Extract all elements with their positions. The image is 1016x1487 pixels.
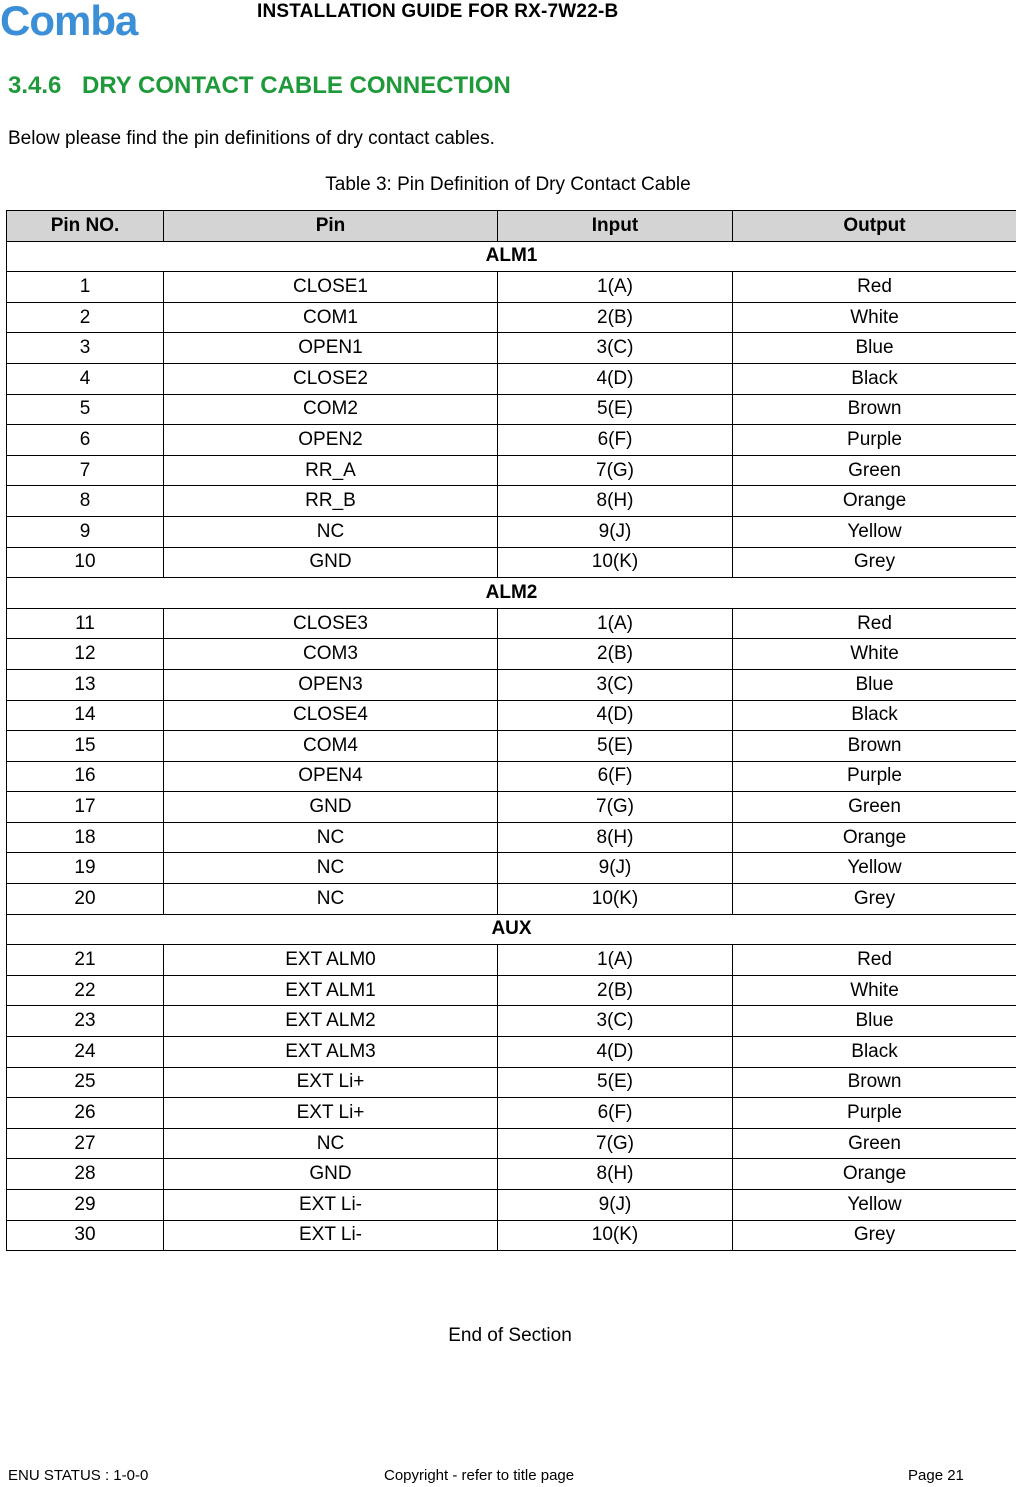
pin-definition-table [6,210,1016,1251]
table-row [7,1037,1016,1068]
column-header-output: Output [733,211,1016,242]
table-row [7,853,1016,884]
input-cell: 7(G) [498,792,733,823]
pin-no-cell: 16 [7,761,164,792]
input-cell: 3(C) [498,1006,733,1037]
input-cell: 10(K) [498,884,733,915]
column-header-pin-no: Pin NO. [7,211,164,242]
pin-no-cell: 17 [7,792,164,823]
input-cell: 1(A) [498,945,733,976]
input-cell: 2(B) [498,975,733,1006]
pin-no-cell: 13 [7,669,164,700]
table-row [7,945,1016,976]
output-cell: Yellow [733,853,1016,884]
pin-cell: COM1 [164,302,498,333]
table-row [7,272,1016,303]
pin-cell: CLOSE3 [164,608,498,639]
input-cell: 8(H) [498,486,733,517]
output-cell: Orange [733,486,1016,517]
pin-cell: NC [164,1128,498,1159]
pin-cell: CLOSE2 [164,363,498,394]
pin-no-cell: 14 [7,700,164,731]
input-cell: 8(H) [498,822,733,853]
pin-cell: CLOSE1 [164,272,498,303]
column-header-pin: Pin [164,211,498,242]
input-cell: 5(E) [498,731,733,762]
group-row [7,914,1016,945]
output-cell: Green [733,1128,1016,1159]
output-cell: Brown [733,731,1016,762]
section-heading [8,72,511,100]
table-row [7,516,1016,547]
pin-no-cell: 28 [7,1159,164,1190]
pin-cell: OPEN3 [164,669,498,700]
output-cell: Purple [733,1098,1016,1129]
pin-no-cell: 10 [7,547,164,578]
input-cell: 10(K) [498,547,733,578]
pin-cell: EXT Li+ [164,1098,498,1129]
table-row [7,363,1016,394]
pin-no-cell: 15 [7,731,164,762]
table-caption: Table 3: Pin Definition of Dry Contact Cable [325,174,691,195]
table-row [7,302,1016,333]
table-row [7,455,1016,486]
group-label: AUX [7,914,1016,945]
pin-no-cell: 27 [7,1128,164,1159]
pin-cell: GND [164,792,498,823]
input-cell: 4(D) [498,1037,733,1068]
input-cell: 9(J) [498,516,733,547]
input-cell: 3(C) [498,333,733,364]
input-cell: 5(E) [498,394,733,425]
pin-cell: GND [164,547,498,578]
pin-no-cell: 2 [7,302,164,333]
pin-cell: OPEN1 [164,333,498,364]
pin-cell: COM4 [164,731,498,762]
output-cell: Red [733,608,1016,639]
table-row [7,394,1016,425]
input-cell: 3(C) [498,669,733,700]
output-cell: Black [733,1037,1016,1068]
table-row [7,1190,1016,1221]
pin-cell: NC [164,516,498,547]
table-row [7,1159,1016,1190]
pin-no-cell: 3 [7,333,164,364]
input-cell: 4(D) [498,363,733,394]
pin-no-cell: 18 [7,822,164,853]
pin-cell: EXT ALM2 [164,1006,498,1037]
input-cell: 1(A) [498,608,733,639]
pin-no-cell: 29 [7,1190,164,1221]
table-row [7,1220,1016,1251]
input-cell: 2(B) [498,639,733,670]
table-row [7,822,1016,853]
document-title: INSTALLATION GUIDE FOR RX-7W22-B [257,1,619,22]
table-row [7,792,1016,823]
intro-paragraph: Below please find the pin definitions of dry contact cables. [8,128,495,149]
table-row [7,700,1016,731]
input-cell: 6(F) [498,1098,733,1129]
table-row [7,731,1016,762]
table-body [7,241,1016,1251]
pin-cell: CLOSE4 [164,700,498,731]
pin-no-cell: 20 [7,884,164,915]
input-cell: 9(J) [498,853,733,884]
output-cell: Purple [733,761,1016,792]
pin-cell: OPEN4 [164,761,498,792]
output-cell: Orange [733,1159,1016,1190]
pin-no-cell: 11 [7,608,164,639]
output-cell: Purple [733,425,1016,456]
pin-cell: NC [164,822,498,853]
pin-no-cell: 1 [7,272,164,303]
output-cell: White [733,975,1016,1006]
input-cell: 10(K) [498,1220,733,1251]
pin-cell: EXT Li- [164,1190,498,1221]
pin-no-cell: 21 [7,945,164,976]
output-cell: Yellow [733,516,1016,547]
output-cell: Green [733,792,1016,823]
input-cell: 6(F) [498,425,733,456]
input-cell: 7(G) [498,1128,733,1159]
input-cell: 7(G) [498,455,733,486]
table-header-row [7,211,1016,242]
output-cell: Orange [733,822,1016,853]
pin-no-cell: 4 [7,363,164,394]
table-row [7,547,1016,578]
pin-cell: NC [164,884,498,915]
pin-no-cell: 26 [7,1098,164,1129]
output-cell: Blue [733,333,1016,364]
pin-no-cell: 9 [7,516,164,547]
pin-cell: RR_B [164,486,498,517]
input-cell: 1(A) [498,272,733,303]
footer-copyright: Copyright - refer to title page [384,1467,575,1484]
output-cell: Green [733,455,1016,486]
pin-cell: COM2 [164,394,498,425]
pin-cell: COM3 [164,639,498,670]
pin-no-cell: 6 [7,425,164,456]
pin-no-cell: 24 [7,1037,164,1068]
table-row [7,884,1016,915]
pin-no-cell: 25 [7,1067,164,1098]
group-row [7,241,1016,272]
output-cell: Brown [733,394,1016,425]
input-cell: 8(H) [498,1159,733,1190]
table-row [7,1098,1016,1129]
pin-cell: EXT Li- [164,1220,498,1251]
input-cell: 2(B) [498,302,733,333]
comba-logo [0,0,182,42]
table-row [7,669,1016,700]
output-cell: Grey [733,547,1016,578]
table-row [7,1006,1016,1037]
end-of-section: End of Section [448,1325,572,1346]
logo-text: Comba [0,0,138,42]
pin-cell: EXT Li+ [164,1067,498,1098]
input-cell: 9(J) [498,1190,733,1221]
table-row [7,333,1016,364]
output-cell: Grey [733,884,1016,915]
input-cell: 4(D) [498,700,733,731]
table-row [7,639,1016,670]
input-cell: 5(E) [498,1067,733,1098]
table-row [7,1067,1016,1098]
group-row [7,578,1016,609]
group-label: ALM1 [7,241,1016,272]
pin-cell: RR_A [164,455,498,486]
pin-no-cell: 22 [7,975,164,1006]
pin-cell: GND [164,1159,498,1190]
output-cell: White [733,639,1016,670]
pin-cell: EXT ALM0 [164,945,498,976]
output-cell: Brown [733,1067,1016,1098]
table-row [7,761,1016,792]
pin-no-cell: 8 [7,486,164,517]
section-number: 3.4.6 [8,72,62,99]
pin-no-cell: 5 [7,394,164,425]
pin-no-cell: 23 [7,1006,164,1037]
pin-cell: EXT ALM3 [164,1037,498,1068]
group-label: ALM2 [7,578,1016,609]
output-cell: Red [733,272,1016,303]
input-cell: 6(F) [498,761,733,792]
output-cell: Black [733,363,1016,394]
table-row [7,486,1016,517]
pin-no-cell: 19 [7,853,164,884]
output-cell: Blue [733,669,1016,700]
table-row [7,1128,1016,1159]
table-row [7,608,1016,639]
pin-cell: NC [164,853,498,884]
output-cell: Black [733,700,1016,731]
pin-cell: OPEN2 [164,425,498,456]
footer-status: ENU STATUS : 1-0-0 [8,1467,149,1484]
section-title: DRY CONTACT CABLE CONNECTION [82,72,511,99]
footer-page-number: Page 21 [908,1467,964,1484]
table-row [7,975,1016,1006]
pin-cell: EXT ALM1 [164,975,498,1006]
output-cell: Blue [733,1006,1016,1037]
output-cell: Yellow [733,1190,1016,1221]
pin-no-cell: 30 [7,1220,164,1251]
pin-no-cell: 7 [7,455,164,486]
table-row [7,425,1016,456]
output-cell: Red [733,945,1016,976]
pin-no-cell: 12 [7,639,164,670]
output-cell: White [733,302,1016,333]
column-header-input: Input [498,211,733,242]
output-cell: Grey [733,1220,1016,1251]
